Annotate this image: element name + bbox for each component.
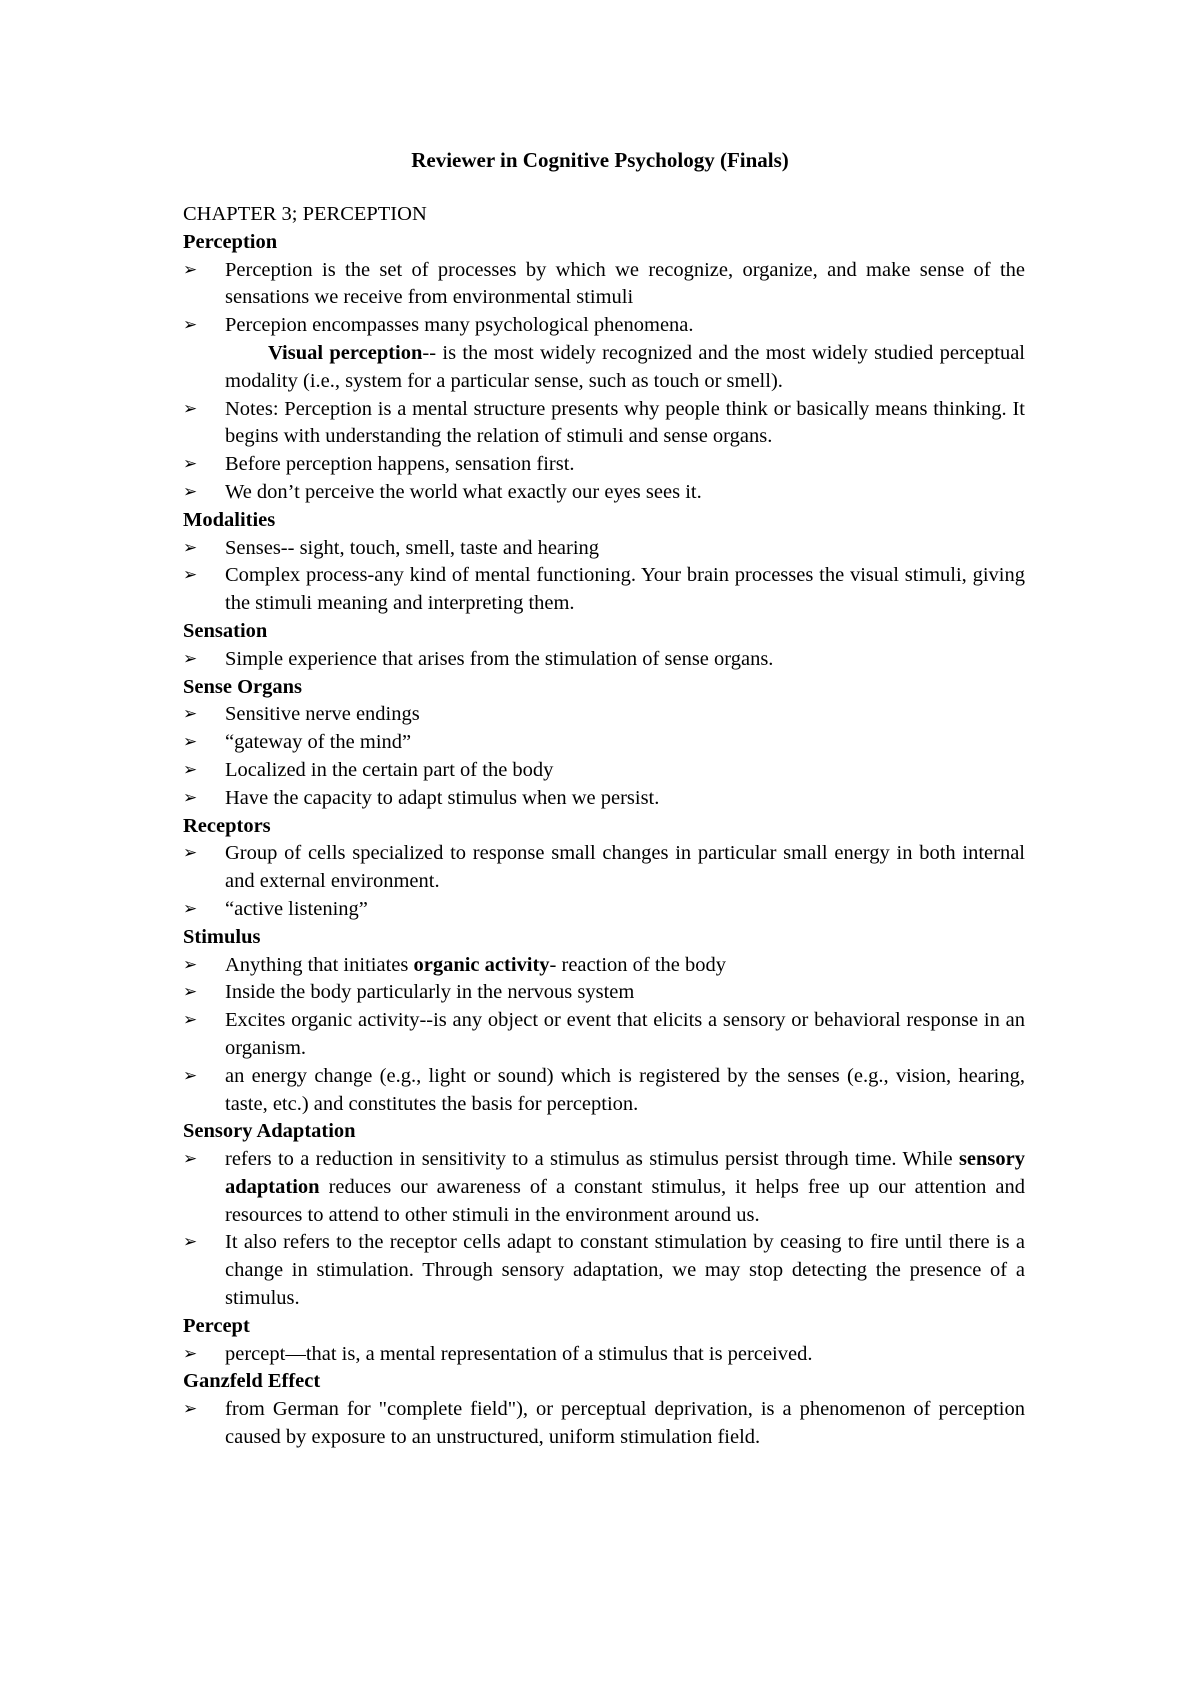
section-heading-ganzfeld-effect: Ganzfeld Effect <box>183 1370 321 1393</box>
organic-activity-term: organic activity <box>413 953 550 976</box>
arrow-bullet-icon: ➢ <box>183 537 198 558</box>
section-heading-sensory-adaptation: Sensory Adaptation <box>183 1120 356 1143</box>
arrow-bullet-icon: ➢ <box>183 1399 198 1420</box>
section-heading-stimulus: Stimulus <box>183 925 261 948</box>
list-item: ➢ Excites organic activity--is any object or event that elicits a sensory or behavioral response in an organism. <box>183 1009 1025 1059</box>
list-item: ➢ from German for "complete field"), or perceptual deprivation, is a phenomenon of perception caused by exposure to an unstructured, uniform stimulation field. <box>183 1398 1025 1449</box>
list-item: ➢ It also refers to the receptor cells adapt to constant stimulation by ceasing to fire until there is a change in stimulation. Through sensory adaptation, we may stop detecting the presence of a stimulus. <box>183 1231 1025 1310</box>
list-item: ➢ Sensitive nerve endings <box>183 701 1025 729</box>
list-item: ➢ Before perception happens, sensation first. <box>183 451 1025 479</box>
list-item: ➢ an energy change (e.g., light or sound) which is registered by the senses (e.g., vision, hearing, taste, etc.) and constitutes the basis for perception. <box>183 1064 1025 1115</box>
arrow-bullet-icon: ➢ <box>183 898 198 919</box>
arrow-bullet-icon: ➢ <box>183 759 198 780</box>
sensory-adaptation-term: sensory adaptation <box>225 1148 1025 1198</box>
list-item: ➢ refers to a reduction in sensitivity to a stimulus as stimulus persist through time. While sensory adaptation reduces our awareness of a constant stimulus, it helps free up our attention and resources to attend to other stimuli in the environment around us. <box>183 1148 1025 1226</box>
list-item: ➢ Anything that initiates organic activity- reaction of the body <box>183 952 1025 980</box>
list-item: ➢ We don’t perceive the world what exactly our eyes sees it. <box>183 479 1025 507</box>
arrow-bullet-icon: ➢ <box>183 954 198 975</box>
arrow-bullet-icon: ➢ <box>183 732 198 753</box>
list-item: ➢ Have the capacity to adapt stimulus when we persist. <box>183 785 1025 813</box>
arrow-bullet-icon: ➢ <box>183 982 198 1003</box>
section-heading-modalities: Modalities <box>183 508 276 531</box>
list-item: ➢ Percepion encompasses many psychological phenomena. <box>183 312 1025 340</box>
visual-perception-term: Visual perception <box>268 341 423 364</box>
arrow-bullet-icon: ➢ <box>183 565 198 586</box>
list-item: ➢ Senses-- sight, touch, smell, taste and hearing <box>183 535 1025 563</box>
section-heading-sensation: Sensation <box>183 619 268 642</box>
list-item: ➢ Complex process-any kind of mental functioning. Your brain processes the visual stimuli, giving the stimuli meaning and interpreting them. <box>183 564 1025 615</box>
arrow-bullet-icon: ➢ <box>183 843 198 864</box>
list-item: ➢ “active listening” <box>183 896 1025 924</box>
arrow-bullet-icon: ➢ <box>183 481 198 502</box>
document-title: Reviewer in Cognitive Psychology (Finals) <box>411 148 789 172</box>
list-item: ➢ “gateway of the mind” <box>183 729 1025 757</box>
list-item: ➢ Localized in the certain part of the body <box>183 757 1025 785</box>
arrow-bullet-icon: ➢ <box>183 648 198 669</box>
document-body <box>183 201 1025 1452</box>
arrow-bullet-icon: ➢ <box>183 1010 198 1031</box>
arrow-bullet-icon: ➢ <box>183 704 198 725</box>
list-item: ➢ Notes: Perception is a mental structure presents why people think or basically means thinking. It begins with understanding the relation of stimuli and sense organs. <box>183 397 1025 448</box>
visual-perception-paragraph: Visual perception-- is the most widely recognized and the most widely studied perceptual modality (i.e., system for a particular sense, such as touch or smell). <box>225 341 1025 392</box>
list-item: ➢ Simple experience that arises from the stimulation of sense organs. <box>183 646 1025 674</box>
arrow-bullet-icon: ➢ <box>183 454 198 475</box>
arrow-bullet-icon: ➢ <box>183 398 198 419</box>
section-heading-receptors: Receptors <box>183 814 271 837</box>
arrow-bullet-icon: ➢ <box>183 1065 198 1086</box>
arrow-bullet-icon: ➢ <box>183 1149 198 1170</box>
list-item: ➢ percept—that is, a mental representation of a stimulus that is perceived. <box>183 1341 1025 1369</box>
arrow-bullet-icon: ➢ <box>183 787 198 808</box>
chapter-heading: CHAPTER 3; PERCEPTION <box>183 203 427 225</box>
list-item: ➢ Inside the body particularly in the nervous system <box>183 979 1025 1007</box>
list-item: ➢ Group of cells specialized to response small changes in particular small energy in both internal and external environment. <box>183 842 1025 893</box>
section-heading-sense-organs: Sense Organs <box>183 675 303 698</box>
arrow-bullet-icon: ➢ <box>183 315 198 336</box>
arrow-bullet-icon: ➢ <box>183 1232 198 1253</box>
arrow-bullet-icon: ➢ <box>183 259 198 280</box>
section-heading-percept: Percept <box>183 1314 250 1337</box>
section-heading-perception: Perception <box>183 230 278 253</box>
arrow-bullet-icon: ➢ <box>183 1343 198 1364</box>
list-item: ➢ Perception is the set of processes by which we recognize, organize, and make sense of the sensations we receive from environmental stimuli <box>183 258 1025 309</box>
